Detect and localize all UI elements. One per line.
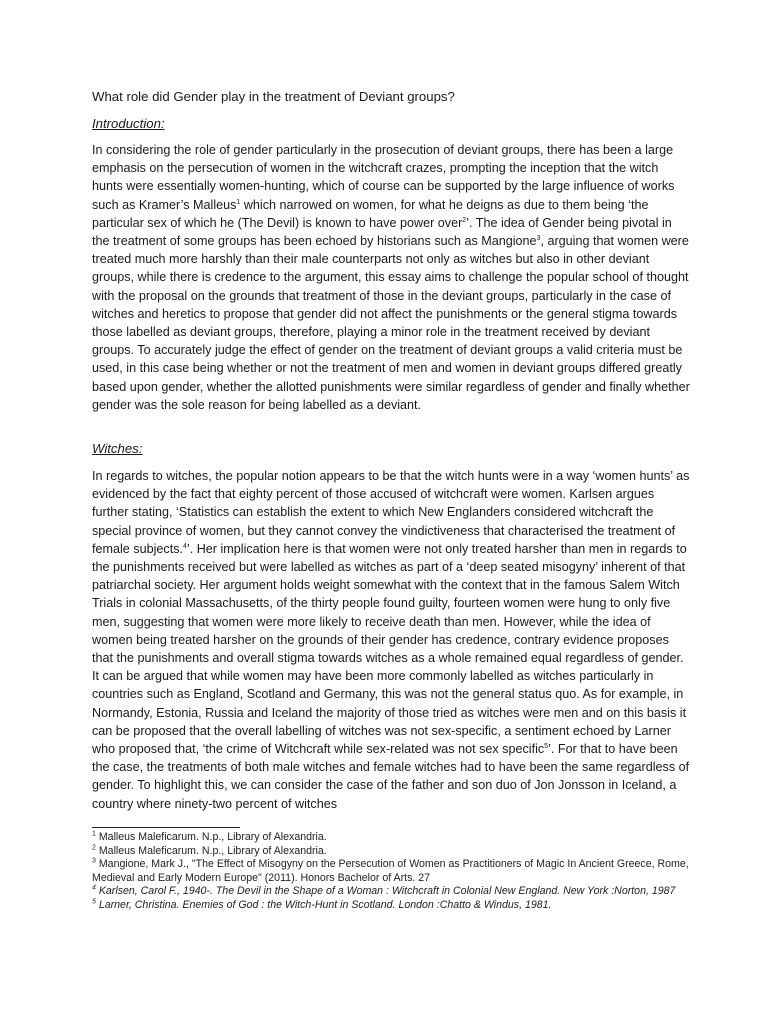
footnote-text: Mangione, Mark J., "The Effect of Misogyny on the Persecution of Women as Practitioners of Magic In Ancient Greece, Rome, Medieval and Early Modern Europe" (2011). Honors Bachelor of Arts. 27	[92, 858, 689, 884]
paragraph-text: ’. The idea of Gender being pivotal in the treatment of some groups has been echoed by historians such as Mangione	[92, 215, 672, 249]
footnote-number: 4	[92, 884, 96, 892]
footnote-reference: 3	[536, 234, 541, 242]
paragraph-introduction	[92, 141, 692, 414]
paragraph-text: In regards to witches, the popular notion appears to be that the witch hunts were in a way ‘women hunts’ as evidenced by the fact that eighty percent of those accused of witchcraft were women. Karlsen argues further stating, ‘Statistics can establish the extent to which New Englanders considered witchcraft the special province of women, but they cannot convey the vindictiveness that characterised the treatment of female subjects.	[92, 469, 690, 556]
section-heading-introduction: Introduction:	[92, 116, 165, 131]
footnote-text: Karlsen, Carol F., 1940-. The Devil in the Shape of a Woman : Witchcraft in Colonial New England. New York :Norton, 1987	[95, 885, 676, 898]
footnote-number: 3	[92, 857, 96, 865]
section-heading-witches: Witches:	[92, 441, 143, 456]
paragraph-text: which narrowed on women, for what he deigns as due to them being ‘the particular sex of which he (The Devil) is known to have power over	[92, 197, 649, 230]
paragraph-witches	[92, 467, 692, 813]
footnote-number: 1	[92, 830, 96, 838]
paragraph-text: In considering the role of gender particularly in the prosecution of deviant groups, there has been a large emphasis on the persecution of women in the witchcraft crazes, prompting the inception that the witch hunts were essentially women-hunting, which of course can be supported by the large influence of works such as Kramer’s Malleus	[92, 143, 675, 212]
footnote-reference: 2	[462, 216, 467, 224]
footnote-number: 2	[92, 844, 96, 852]
footnote-text: Malleus Maleficarum. N.p., Library of Alexandria.	[95, 844, 327, 857]
footnotes	[92, 831, 692, 913]
paragraph-text: ’. Her implication here is that women were not only treated harsher than men in regards to the punishments received but were labelled as witches as part of a ‘deep seated misogyny’ inherent of that patriarchal society. Her argument holds weight somewhat with the context that in the famous Salem Witch Trials in colonial Massachusetts, of the thirty people found guilty, fourteen women were hung to only five men, suggesting that women were more likely to receive death than men. However, while the idea of women being treated harsher on the grounds of their gender has credence, contrary evidence proposes that the punishments and overall stigma towards witches as a whole remained equal regardless of gender. It can be argued that while women may have been more commonly labelled as witches particularly in countries such as England, Scotland and Germany, this was not the general status quo. As for example, in Normandy, Estonia, Russia and Iceland the majority of those tried as witches were men and on this basis it can be proposed that the overall labelling of witches was not sex-specific, a sentiment echoed by Larner who proposed that, ‘the crime of Witchcraft while sex-related was not sex specific	[92, 541, 687, 757]
footnote-reference: 1	[236, 198, 241, 206]
footnote	[92, 831, 692, 845]
footnote	[92, 845, 692, 859]
footnote-reference: 5	[544, 742, 549, 750]
footnote-number: 5	[92, 898, 96, 906]
paragraph-text: ’. For that to have been the case, the treatments of both male witches and female witches had to have been the same regardless of gender. To highlight this, we can consider the case of the father and son duo of Jon Jonsson in Iceland, a country where ninety-two percent of witches	[92, 742, 690, 811]
footnote-reference: 4	[183, 542, 187, 550]
footnote-text: Malleus Maleficarum. N.p., Library of Alexandria.	[95, 831, 327, 843]
footnote-text: Larner, Christina. Enemies of God : the Witch-Hunt in Scotland. London :Chatto & Windus, 1981.	[95, 898, 552, 911]
document-title: What role did Gender play in the treatment of Deviant groups?	[92, 89, 455, 104]
paragraph-text: , arguing that women were treated much more harshly than their male counterparts not only as witches but also in other deviant groups, while there is credence to the argument, this essay aims to challenge the popular school of thought with the proposal on the grounds that treatment of those in the deviant groups, particularly in the case of witches and heretics to propose that gender did not affect the punishments or the general stigma towards those labelled as deviant groups, therefore, playing a minor role in the treatment received by deviant groups. To accurately judge the effect of gender on the treatment of deviant groups a valid criteria must be used, in this case being whether or not the treatment of men and women in deviant groups differed greatly based upon gender, whether the allotted punishments were similar regardless of gender and finally whether gender was the sole reason for being labelled as a deviant.	[92, 234, 690, 412]
footnote	[92, 899, 692, 913]
footnote-divider	[92, 827, 240, 828]
footnote	[92, 858, 692, 885]
footnote	[92, 885, 692, 899]
